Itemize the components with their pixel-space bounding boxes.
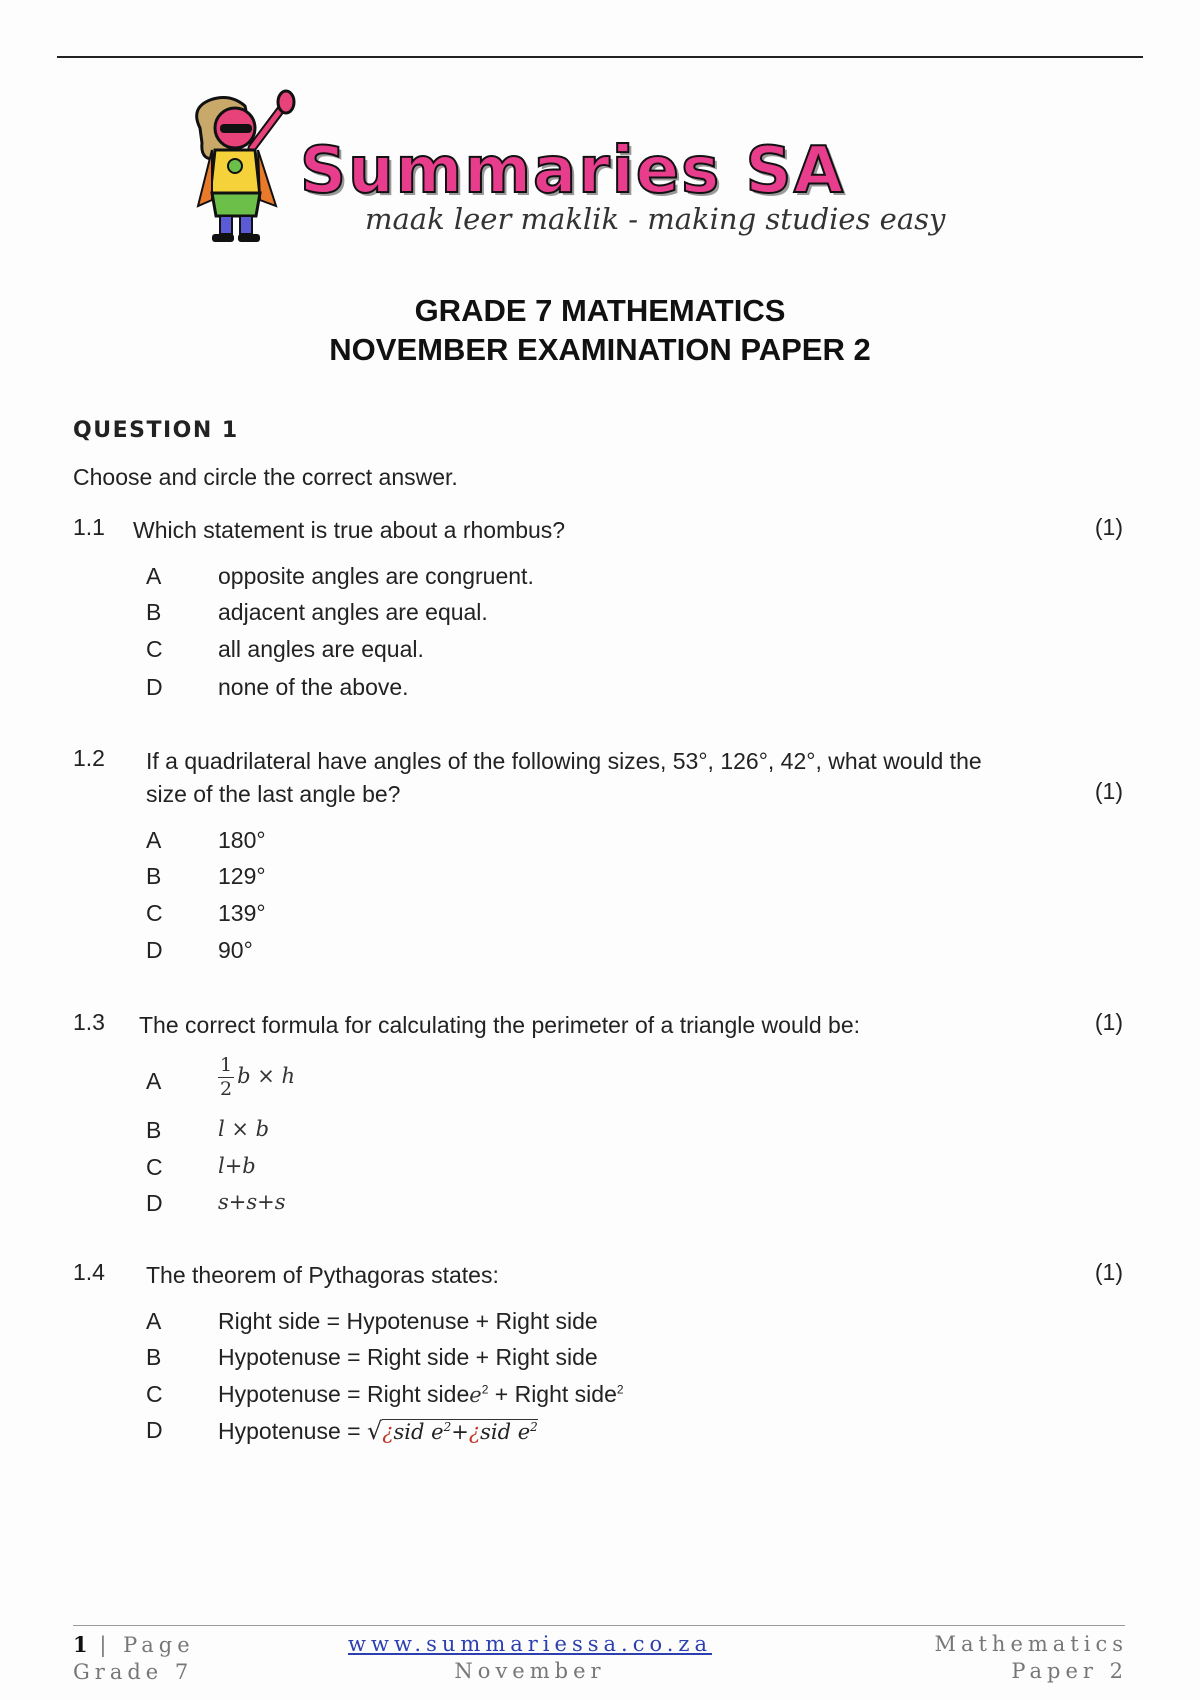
question-heading: QUESTION 1	[73, 418, 239, 443]
option-text: 180°	[218, 827, 266, 853]
exponent: 2	[530, 1420, 538, 1434]
footer-center	[340, 1631, 720, 1685]
question-marks: (1)	[1094, 514, 1123, 540]
option-formula: s+s+s	[218, 1190, 286, 1214]
brand-tagline: maak leer maklik - making studies easy	[365, 202, 946, 236]
question-marks: (1)	[1094, 778, 1123, 804]
page-subtitle: NOVEMBER EXAMINATION PAPER 2	[329, 332, 871, 367]
summaries-sa-logo	[190, 88, 1010, 248]
question-number: 1.2	[73, 745, 105, 771]
question-number: 1.1	[73, 514, 105, 540]
option-text-part: + Right side	[488, 1381, 617, 1407]
option-text: none of the above.	[218, 674, 409, 700]
option-letter: B	[146, 599, 162, 625]
question-text-line-1: If a quadrilateral have angles of the following sizes, 53°, 126°, 42°, what would the	[146, 748, 982, 774]
fraction-numerator: 1	[220, 1054, 233, 1076]
exponent: 2	[616, 1382, 624, 1397]
square-root-symbol: √	[366, 1417, 383, 1445]
option-letter: A	[146, 827, 162, 853]
page-title: GRADE 7 MATHEMATICS	[414, 293, 786, 328]
option-text	[218, 1417, 538, 1445]
question-marks: (1)	[1094, 1259, 1123, 1285]
glyph-placeholder: ¿	[468, 1420, 481, 1444]
option-text: 139°	[218, 900, 266, 926]
option-text	[218, 1381, 624, 1408]
radicand	[382, 1419, 538, 1444]
brand-text: Summaries SA	[300, 134, 846, 208]
question-number: 1.4	[73, 1259, 105, 1285]
question-text-line-2: size of the last angle be?	[146, 781, 401, 807]
option-letter: A	[146, 1068, 162, 1094]
exponent: 2	[443, 1420, 452, 1434]
footer-subject: Mathematics	[934, 1632, 1128, 1656]
option-text: 129°	[218, 863, 266, 889]
question-text: The theorem of Pythagoras states:	[146, 1262, 499, 1288]
radicand-word: sid e	[480, 1420, 531, 1444]
option-formula	[218, 1056, 295, 1099]
question-text: The correct formula for calculating the perimeter of a triangle would be:	[139, 1012, 861, 1038]
formula-text: b × h	[237, 1064, 296, 1088]
question-number: 1.3	[73, 1009, 105, 1035]
footer-rule	[73, 1625, 1125, 1626]
option-text-part: Hypotenuse =	[218, 1418, 367, 1444]
radicand-word: sid e	[393, 1420, 444, 1444]
option-letter: B	[146, 1117, 162, 1143]
brand-name	[300, 134, 845, 208]
fraction-denominator: 2	[220, 1078, 233, 1100]
option-letter: D	[146, 674, 163, 700]
instruction-text: Choose and circle the correct answer.	[73, 464, 458, 490]
footer-grade: Grade 7	[73, 1660, 194, 1684]
option-formula: l × b	[218, 1117, 270, 1141]
question-marks: (1)	[1094, 1009, 1123, 1035]
page-label: | Page	[99, 1633, 195, 1657]
question-1-1	[73, 514, 1123, 548]
option-letter: A	[146, 563, 162, 589]
option-text: adjacent angles are equal.	[218, 599, 488, 625]
footer-paper: Paper 2	[1011, 1659, 1128, 1683]
option-letter: D	[146, 1190, 163, 1216]
option-letter: D	[146, 937, 163, 963]
option-letter: D	[146, 1417, 163, 1443]
question-1-3	[73, 1009, 1123, 1043]
option-text-part: e	[469, 1383, 482, 1407]
question-1-2	[73, 745, 1123, 815]
mascot-icon	[190, 88, 300, 248]
option-letter: A	[146, 1308, 162, 1334]
question-1-4	[73, 1259, 1123, 1293]
footer-right	[934, 1631, 1128, 1685]
option-letter: C	[146, 1154, 163, 1180]
option-text-part: Hypotenuse = Right side	[218, 1381, 470, 1407]
website-link[interactable]: www.summariessa.co.za	[348, 1632, 712, 1656]
option-letter: C	[146, 636, 163, 662]
option-letter: C	[146, 1381, 163, 1407]
option-formula: l+b	[218, 1154, 256, 1178]
glyph-placeholder: ¿	[382, 1420, 394, 1444]
option-letter: B	[146, 863, 162, 889]
exponent: 2	[481, 1382, 489, 1397]
page-number: 1	[73, 1632, 88, 1657]
footer-left	[73, 1631, 195, 1686]
question-text: Which statement is true about a rhombus?	[133, 517, 566, 543]
option-text: 90°	[218, 937, 253, 963]
footer-month: November	[454, 1659, 606, 1683]
option-letter: C	[146, 900, 163, 926]
option-text: Hypotenuse = Right side + Right side	[218, 1344, 598, 1370]
plus-sign: +	[451, 1420, 469, 1444]
top-rule	[57, 56, 1143, 58]
fraction	[218, 1056, 234, 1099]
option-text: all angles are equal.	[218, 636, 424, 662]
option-text: opposite angles are congruent.	[218, 563, 534, 589]
option-text: Right side = Hypotenuse + Right side	[218, 1308, 598, 1334]
option-letter: B	[146, 1344, 162, 1370]
